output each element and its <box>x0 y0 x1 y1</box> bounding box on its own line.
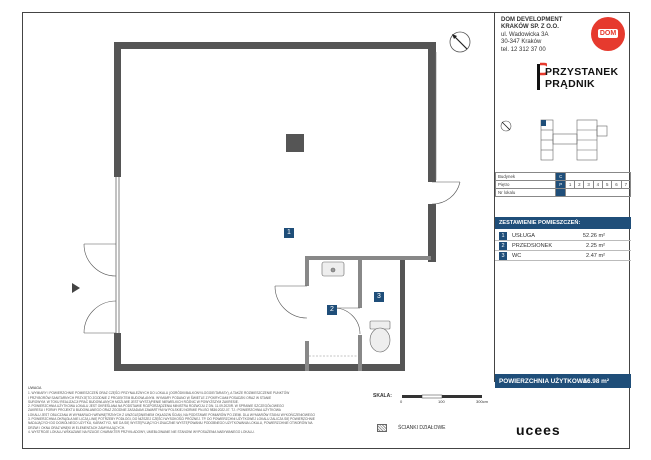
location-table <box>495 172 631 197</box>
note-line: ZAKRESU I FORMY PROJEKTU BUDOWLANEGO ORAZ ZGODNIE ZASADAMI ZAWARTYMI W POLSKIEJ NORMIE PN-ISO 9836:2022-07. TJ.: POWIERZCHNIA UŻYTKOWA <box>28 408 281 413</box>
company-street: ul. Wadowicka 3A <box>501 31 549 38</box>
total-area <box>495 374 631 388</box>
floor-plan-drawing <box>22 12 494 382</box>
room-2-label: 2 <box>330 306 334 313</box>
floor-row: Piętro P 1 2 3 4 5 6 7 <box>496 181 631 189</box>
note-line: SUROWYM. W TOKU REALIZACJI PRAC BUDOWLANYCH MOŻLIWE JEST WYSTĄPIENIE NIEWIELKICH RÓŻNIC W POWYŻSZYM ZAKRESIE. <box>28 399 239 404</box>
partition-walls-label: ŚCIANKI DZIAŁOWE <box>398 425 446 431</box>
partition-walls-swatch <box>377 424 387 432</box>
total-area-value: 56.98 m² <box>583 378 609 385</box>
note-line: 4. WYSTROJE LOKALU WSKAZANE NA RZUCIE CHARAKTER PRZYKŁADOWY, UMEBLOWANIE NIE STANOWI WYPOSAŻENIA NABYWANEGO LOKALU. <box>28 429 255 434</box>
company-phone: tel. 12 312 37 00 <box>501 46 546 53</box>
room-row: 1 USŁUGA 52.26 m² <box>495 231 631 241</box>
note-line: 3. POWIERZCHNIA OKRĄGŁA NIE LICZĄ LINIĘ POTRZEBY PODŁOGI, DO NIŻSZEJ CZĘŚCI WYSOKOŚCI PRÓŻNEJ. TP. DO POWIERZCHNI UŻYTKOWEJ LOKALU ZALICZA SIĘ POWIERZCHNIE <box>28 417 315 422</box>
rooms-list <box>495 231 631 261</box>
scale-tick-100: 100 <box>438 399 445 404</box>
note-line: NADAJĄCYCH DO DOWOLNEGO UŻYTKU, KARAKTYCI, NIE DA SIĘ WYSTĘPUJĄCYCH ZNACZNIE WYSTĘPOWANIU PODOBNEGO UŻYTKOWANIA LOKALU, POWIERZCHNIE OTWORÓW NA <box>28 421 313 426</box>
entrance-arrow <box>72 283 80 293</box>
key-plan-compass-icon <box>501 121 511 131</box>
room-3-label: 3 <box>377 293 381 300</box>
note-line: 2. POWIERZCHNIA UŻYTKOWA LOKALU JEST OKREŚLANA NA PODSTAWIE ROZPORZĄDZENIA MINISTRA ROZWOJU Z DN. 11.09.2020R. W SPRAWIE SZCZEGÓŁOWEGO <box>28 404 284 409</box>
note-line: 1. WYMIARY I POWIERZCHNIE POMIESZCZEŃ ORAZ CZĘŚCI PRZYNALEŻNYCH DO LOKALU (OGRÓDKI/BALKONY/LOGGIE/TARASY), A TAKŻE ROZMIESZCZENIE PUNKTÓW <box>28 391 290 396</box>
project-name-line2: PRĄDNIK <box>545 78 595 90</box>
company-name-2: KRAKÓW SP. Z O.O. <box>501 24 559 31</box>
notes <box>28 386 358 434</box>
project-logo <box>545 66 635 90</box>
company-info <box>501 17 562 54</box>
floor-plan <box>22 12 494 382</box>
unit-row: Nr lokalu <box>496 189 631 197</box>
company-name: DOM DEVELOPMENT <box>501 17 563 23</box>
side-door <box>432 182 460 204</box>
room-row: 3 WC 2.47 m² <box>495 251 631 261</box>
wc-door <box>334 308 360 334</box>
compass-icon <box>450 32 470 52</box>
notes-title: UWAGA <box>28 386 42 390</box>
note-line: LOKALU JEST OBLICZANA W WYMIARACH WEWNĘTRZNYCH Z UWZGLĘDNIENIEM OKŁADZIN ŚCIAN, NA PODSTAWIE POMIARÓW PO ZIEMI. DLA WYMIARÓW STANU WYKOŃCZENIOWEGO <box>28 412 315 417</box>
sink <box>322 262 344 276</box>
note-line: I PRZYBORÓW SANITARNYCH PRZYJĘTO ZGODNIE Z PROJEKTEM BUDOWLANYM. WYMIARY PODANO W ŚWIETLE Z POKRYCIAMI POSADZKI ORAZ W STANIE <box>28 395 272 400</box>
glazing <box>116 177 119 333</box>
building-row: Budynek C <box>496 173 631 181</box>
company-city: 30-347 Kraków <box>501 39 542 46</box>
room-row: 2 PRZEDSIONEK 2.25 m² <box>495 241 631 251</box>
note-line: DRZWI I OKNA ORAZ WNĘKI W ELEMENTACH ZAMYKAJĄCYCH. <box>28 425 125 430</box>
column <box>286 134 304 152</box>
ucees-logo: ucees <box>516 422 561 438</box>
scale-tick-300: 300cm <box>476 399 489 404</box>
scale-tick-0: 0 <box>400 399 403 404</box>
dom-logo: DOM <box>591 17 625 51</box>
scale-label: SKALA: <box>373 393 392 399</box>
project-name-line1: PRZYSTANEK <box>545 66 619 78</box>
key-plan <box>499 114 629 166</box>
rooms-header: ZESTAWIENIE POMIESZCZEŃ: <box>495 217 631 229</box>
toilet <box>370 321 390 352</box>
room-1-label: 1 <box>287 229 291 236</box>
entrance-door <box>84 244 116 333</box>
total-area-label: POWIERZCHNIA UŻYTKOWA: <box>499 378 590 385</box>
info-panel <box>494 12 630 385</box>
vestibule-door <box>275 286 307 318</box>
